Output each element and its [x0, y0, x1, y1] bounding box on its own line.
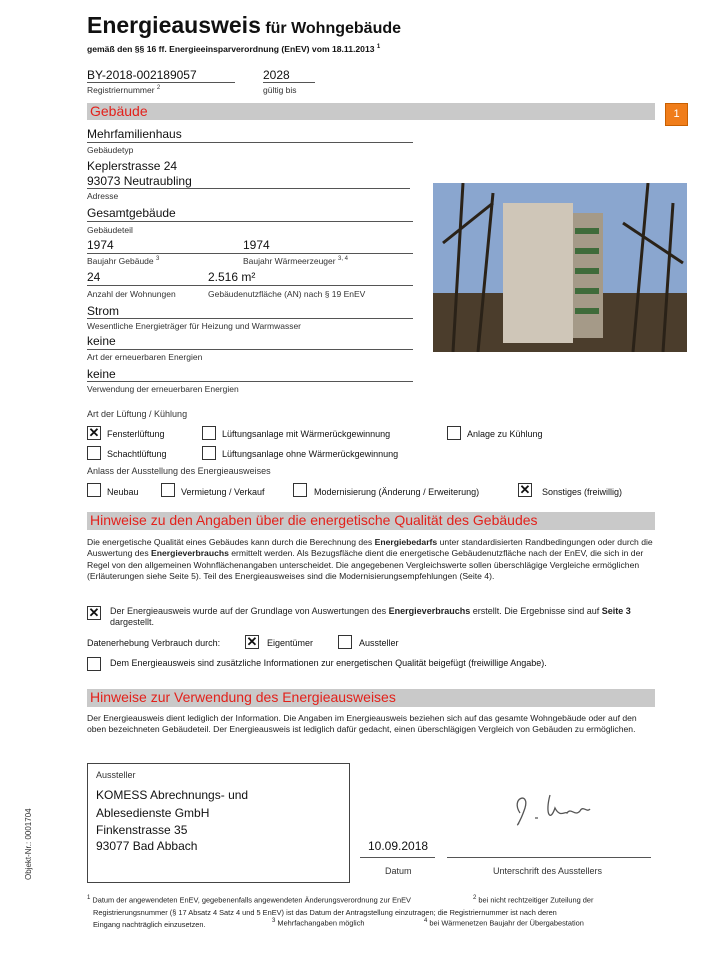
- building-type: Mehrfamilienhaus: [87, 127, 182, 141]
- checkbox-label: Dem Energieausweis sind zusätzliche Informationen zur energetischen Qualität beigefügt (freiwillige Angabe).: [110, 658, 547, 668]
- usable-area: 2.516 m²: [208, 270, 256, 284]
- units-label: Anzahl der Wohnungen: [87, 289, 176, 299]
- year-heater-label: [243, 256, 348, 266]
- registration-number: BY-2018-002189057: [87, 68, 197, 82]
- checkbox-ventilation-without-recovery[interactable]: [202, 446, 216, 460]
- signature-image: [505, 783, 595, 838]
- divider: [87, 253, 413, 254]
- checkbox-other[interactable]: ✕: [519, 482, 531, 497]
- issuer-name1: KOMESS Abrechnungs- und: [96, 788, 249, 802]
- text: erstellt. Die Ergebnisse sind auf: [470, 606, 602, 616]
- issue-date: 10.09.2018: [368, 839, 429, 853]
- renewable-use: keine: [87, 367, 116, 381]
- checkbox-label: Modernisierung (Änderung / Erweiterung): [314, 487, 480, 497]
- sup: 3: [156, 256, 160, 263]
- footnote-row1: [87, 895, 411, 904]
- issuer-city: 93077 Bad Abbach: [96, 839, 198, 853]
- checkbox-label: Anlage zu Kühlung: [467, 429, 543, 439]
- divider: [87, 318, 413, 319]
- checkbox-label: Fensterlüftung: [107, 429, 165, 439]
- quality-paragraph: [87, 537, 657, 583]
- checkbox-label: Aussteller: [359, 638, 399, 648]
- checkbox-additional-info[interactable]: [87, 657, 101, 671]
- reason-label: Anlass der Ausstellung des Energieausweises: [87, 466, 271, 476]
- divider: [87, 285, 413, 286]
- checkbox-consumption-based[interactable]: ✕: [88, 605, 100, 620]
- divider: [87, 381, 413, 382]
- label-text: Baujahr Gebäude: [87, 256, 154, 266]
- text-bold: Energieverbrauchs: [388, 606, 471, 616]
- footnote-2b: Registrierungsnummer (§ 17 Absatz 4 Satz 4 und 5 EnEV) ist das Datum der Antragstellung einzutragen; die Registriernummer ist nach deren: [93, 908, 557, 917]
- divider: [87, 82, 235, 83]
- footnote-4: [424, 918, 584, 927]
- checkbox-issuer[interactable]: [338, 635, 352, 649]
- divider: [87, 349, 413, 350]
- footnote-3: [272, 918, 365, 927]
- sup: 3: [272, 918, 276, 924]
- building-part-label: Gebäudeteil: [87, 225, 133, 235]
- text-bold: Energieverbrauchs: [151, 548, 229, 559]
- section-usage-header: Hinweise zur Verwendung des Energieausweises: [87, 689, 655, 707]
- sup: 1: [376, 44, 381, 51]
- checkbox-label: Lüftungsanlage ohne Wärmerückgewinnung: [222, 449, 399, 459]
- subtitle: [87, 44, 380, 54]
- checkbox-ventilation-with-recovery[interactable]: [202, 426, 216, 440]
- renewable-type: keine: [87, 334, 116, 348]
- date-label: Datum: [385, 866, 412, 876]
- divider: [87, 221, 413, 222]
- checkbox-new-build[interactable]: [87, 483, 101, 497]
- footnote-2-start: [473, 895, 593, 904]
- checkbox-label: Vermietung / Verkauf: [181, 487, 265, 497]
- renewable-type-label: Art der erneuerbaren Energien: [87, 352, 203, 362]
- label-text: Registriernummer: [87, 85, 155, 95]
- checkbox-shaft-ventilation[interactable]: [87, 446, 101, 460]
- renewable-use-label: Verwendung der erneuerbaren Energien: [87, 384, 239, 394]
- text-bold: Energiebedarfs: [374, 537, 438, 547]
- issuer-label: Aussteller: [96, 770, 136, 780]
- valid-until-label: gültig bis: [263, 85, 297, 95]
- valid-until: 2028: [263, 68, 290, 82]
- section-building-header: Gebäude: [87, 103, 655, 120]
- units-count: 24: [87, 270, 101, 284]
- ventilation-label: Art der Lüftung / Kühlung: [87, 409, 188, 419]
- footnote-4-text: bei Wärmenetzen Baujahr der Übergabestation: [429, 918, 584, 928]
- year-building: 1974: [87, 238, 114, 252]
- building-photo: [433, 183, 687, 352]
- checkbox-owner[interactable]: ✕: [246, 634, 258, 649]
- building-type-label: Gebäudetyp: [87, 145, 134, 155]
- divider: [447, 857, 651, 858]
- consumption-text: [110, 606, 650, 629]
- page-title: [87, 12, 401, 39]
- text: Die energetische Qualität eines Gebäudes kann durch die Berechnung des: [87, 537, 375, 547]
- year-building-label: [87, 256, 159, 266]
- title-suffix: für Wohngebäude: [265, 20, 402, 37]
- data-collection-label: Datenerhebung Verbrauch durch:: [87, 638, 221, 648]
- text: Der Energieausweis wurde auf der Grundlage von Auswertungen des: [110, 606, 389, 616]
- address-label: Adresse: [87, 191, 119, 201]
- year-heater: 1974: [243, 238, 270, 252]
- label-text: Baujahr Wärmeerzeuger: [243, 256, 336, 266]
- section-quality-header: Hinweise zu den Angaben über die energetische Qualität des Gebäudes: [87, 512, 655, 530]
- checkbox-window-ventilation[interactable]: ✕: [88, 425, 100, 440]
- sup: 3, 4: [337, 256, 348, 263]
- checkbox-label: Neubau: [107, 487, 139, 497]
- checkbox-label: Eigentümer: [267, 638, 314, 648]
- area-label: Gebäudenutzfläche (AN) nach § 19 EnEV: [208, 289, 366, 299]
- footnote-2c: Eingang nachträglich einzusetzen.: [93, 920, 206, 929]
- building-part: Gesamtgebäude: [87, 206, 176, 220]
- text-bold: Seite 3: [601, 606, 631, 616]
- checkbox-rent-sale[interactable]: [161, 483, 175, 497]
- issuer-name2: Ablesedienste GmbH: [96, 806, 210, 820]
- sup: 4: [424, 918, 428, 924]
- divider: [360, 857, 435, 858]
- sup: 1: [87, 895, 91, 901]
- issuer-street: Finkenstrasse 35: [96, 823, 188, 837]
- title-main: Energieausweis: [87, 12, 261, 38]
- divider: [263, 82, 315, 83]
- energy-carrier: Strom: [87, 304, 120, 318]
- subtitle-text: gemäß den §§ 16 ff. Energieeinsparverordnung (EnEV) vom 18.11.2013: [87, 44, 375, 54]
- object-number: Objekt-Nr.: 0001704: [24, 808, 33, 880]
- footnote-2a: bei nicht rechtzeitiger Zuteilung der: [478, 895, 594, 905]
- footnote-1: Datum der angewendeten EnEV, gegebenenfalls angewendeten Änderungsverordnung zur EnEV: [92, 895, 411, 905]
- divider: [87, 142, 413, 143]
- energy-carrier-label: Wesentliche Energieträger für Heizung und Warmwasser: [87, 321, 302, 331]
- usage-paragraph: Der Energieausweis dient lediglich der Information. Die Angaben im Energieausweis beziehen sich auf das gesamte Wohngebäude oder auf den oben bezeichneten Gebäudeteil. Der Energieausweis ist lediglich dafür gedacht, einen überschlägigen Vergleich von Gebäuden zu ermöglichen.: [87, 713, 637, 735]
- text: unter standardisierten Randbedingungen oder durch die Auswertung des: [87, 537, 653, 559]
- checkbox-cooling[interactable]: [447, 426, 461, 440]
- text: dargestellt.: [110, 617, 155, 628]
- sup: 2: [156, 85, 161, 92]
- address-line2: 93073 Neutraubling: [87, 174, 192, 188]
- sup: 2: [473, 895, 477, 901]
- checkbox-modernisation[interactable]: [293, 483, 307, 497]
- text: ermittelt werden. Als Bezugsfläche dient die energetische Gebäudenutzfläche nach der EnEV, die sich in der Regel von den allgemeinen Wohnflächenangaben unterscheidet. Die angegebenen Vergleichswerte sollen überschlägige Vergleiche ermöglichen (Erläuterungen siehe Seite 5). Teil des Energieausweises sind die Modernisierungsempfehlungen (Seite 4).: [87, 548, 644, 582]
- address-line1: Keplerstrasse 24: [87, 159, 178, 173]
- divider: [87, 188, 410, 189]
- signature-label: Unterschrift des Ausstellers: [493, 866, 603, 876]
- checkbox-label: Schachtlüftung: [107, 449, 167, 459]
- checkbox-label: Lüftungsanlage mit Wärmerückgewinnung: [222, 429, 391, 439]
- footnote-3-text: Mehrfachangaben möglich: [277, 918, 365, 928]
- registration-label: [87, 85, 160, 95]
- checkbox-label: Sonstiges (freiwillig): [542, 487, 623, 497]
- page-number-badge: 1: [665, 103, 688, 126]
